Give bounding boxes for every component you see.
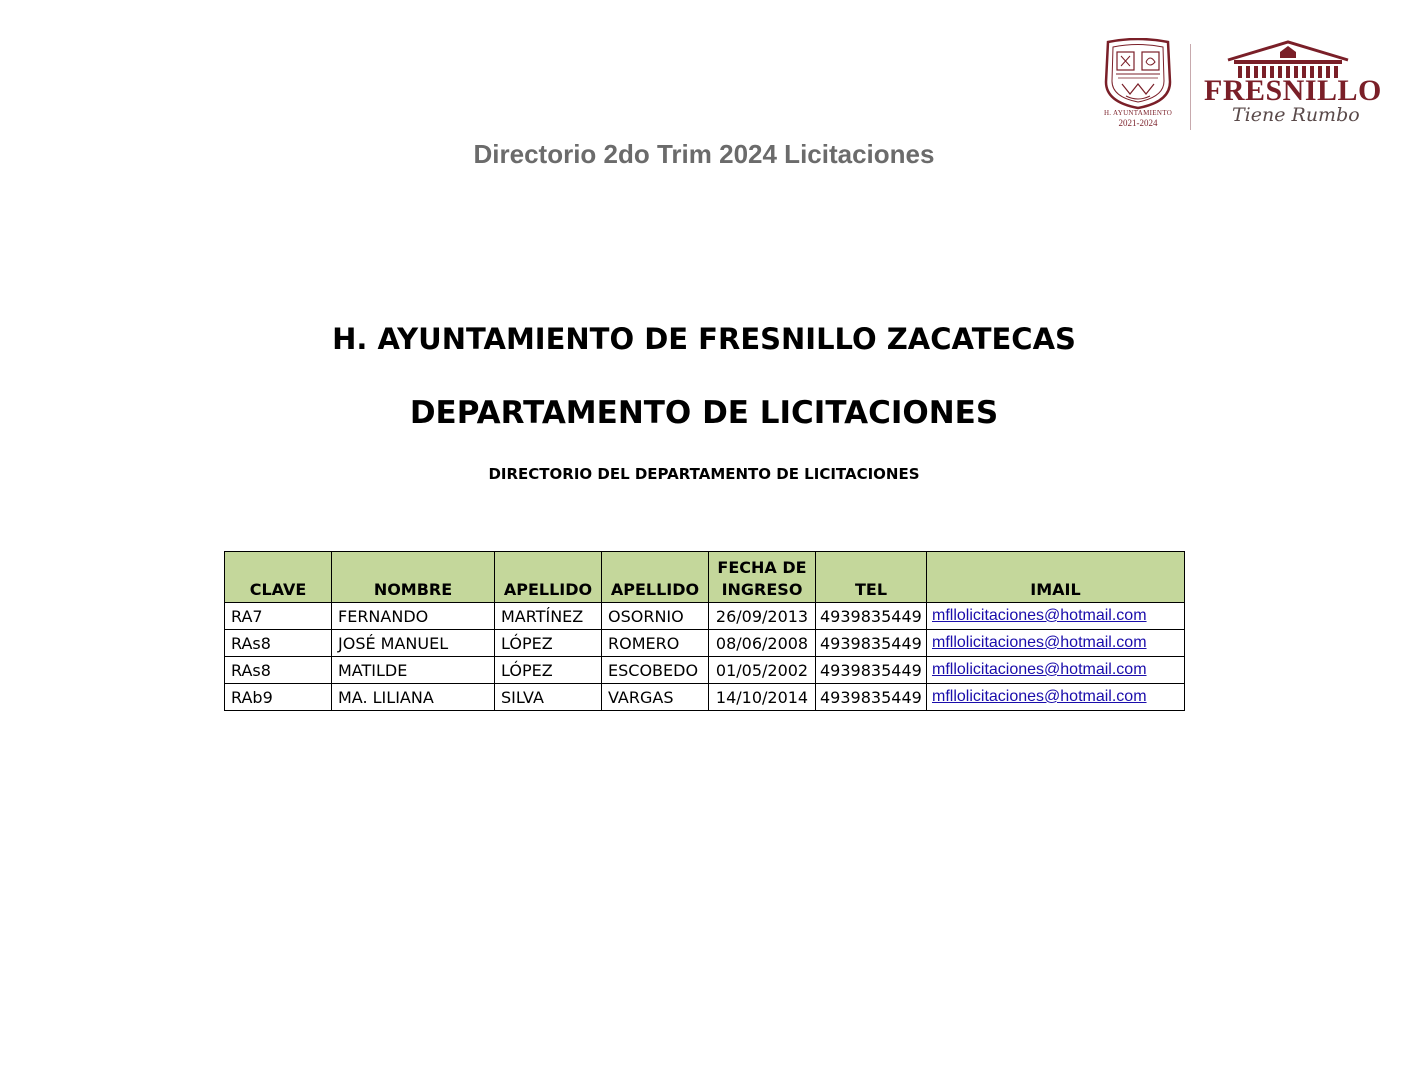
cell-apellido-materno: ESCOBEDO: [602, 657, 709, 684]
column-header-email: IMAIL: [927, 552, 1185, 603]
cell-tel: 4939835449: [816, 657, 927, 684]
cell-nombre: MATILDE: [332, 657, 495, 684]
cell-apellido-materno: ROMERO: [602, 630, 709, 657]
department-heading: DEPARTAMENTO DE LICITACIONES: [409, 395, 999, 431]
organization-heading: H. AYUNTAMIENTO DE FRESNILLO ZACATECAS: [332, 322, 1076, 356]
cell-apellido-paterno: LÓPEZ: [495, 630, 602, 657]
cell-fecha: 14/10/2014: [709, 684, 816, 711]
column-header-fecha-ingreso: FECHA DE INGRESO: [709, 552, 816, 603]
brand-name: FRESNILLO: [1204, 74, 1382, 107]
cell-clave: RAs8: [225, 657, 332, 684]
cell-tel: 4939835449: [816, 630, 927, 657]
document-title: Directorio 2do Trim 2024 Licitaciones: [473, 139, 935, 169]
cell-tel: 4939835449: [816, 684, 927, 711]
column-header-clave: CLAVE: [225, 552, 332, 603]
column-header-tel: TEL: [816, 552, 927, 603]
cell-email: [927, 657, 1185, 684]
cell-email: [927, 684, 1185, 711]
email-link[interactable]: mfllolicitaciones@hotmail.com: [932, 607, 1147, 624]
directory-table: [224, 551, 1185, 711]
table-header-row: [225, 552, 1185, 603]
cell-nombre: JOSÉ MANUEL: [332, 630, 495, 657]
logo-divider: [1190, 44, 1191, 130]
table-row: [225, 684, 1185, 711]
email-link[interactable]: mfllolicitaciones@hotmail.com: [932, 634, 1147, 651]
cell-fecha: 01/05/2002: [709, 657, 816, 684]
cell-clave: RAs8: [225, 630, 332, 657]
cell-apellido-paterno: SILVA: [495, 684, 602, 711]
cell-fecha: 26/09/2013: [709, 603, 816, 630]
email-link[interactable]: mfllolicitaciones@hotmail.com: [932, 661, 1147, 678]
cell-apellido-paterno: LÓPEZ: [495, 657, 602, 684]
column-header-apellido-materno: APELLIDO: [602, 552, 709, 603]
table-row: [225, 630, 1185, 657]
cell-email: [927, 603, 1185, 630]
column-header-nombre: NOMBRE: [332, 552, 495, 603]
cell-apellido-paterno: MARTÍNEZ: [495, 603, 602, 630]
seal-years: 2021-2024: [1118, 118, 1158, 128]
cell-nombre: FERNANDO: [332, 603, 495, 630]
table-row: [225, 657, 1185, 684]
cell-nombre: MA. LILIANA: [332, 684, 495, 711]
cell-fecha: 08/06/2008: [709, 630, 816, 657]
seal-caption: H. AYUNTAMIENTO: [1103, 109, 1173, 117]
cell-clave: RAb9: [225, 684, 332, 711]
brand-tagline: Tiene Rumbo: [1232, 104, 1360, 126]
directory-subheading: DIRECTORIO DEL DEPARTAMENTO DE LICITACIONES: [488, 465, 920, 483]
email-link[interactable]: mfllolicitaciones@hotmail.com: [932, 688, 1147, 705]
table-row: [225, 603, 1185, 630]
cell-clave: RA7: [225, 603, 332, 630]
cell-apellido-materno: OSORNIO: [602, 603, 709, 630]
cell-apellido-materno: VARGAS: [602, 684, 709, 711]
cell-email: [927, 630, 1185, 657]
header-logos: [1098, 38, 1388, 134]
cell-tel: 4939835449: [816, 603, 927, 630]
column-header-apellido-paterno: APELLIDO: [495, 552, 602, 603]
